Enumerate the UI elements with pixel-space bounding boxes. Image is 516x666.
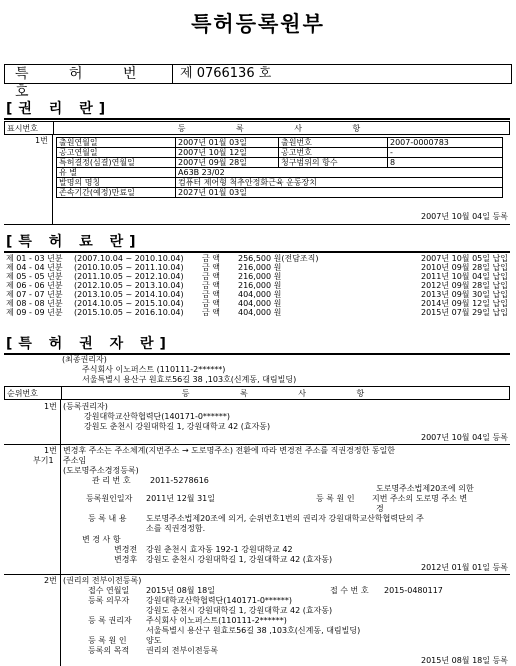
rights-rule — [4, 118, 510, 120]
rights-key: 특허결정(심결)연월일 — [57, 158, 176, 168]
rights-key: 발명의 명칭 — [57, 178, 176, 188]
table-row — [57, 168, 503, 178]
holders-divider — [60, 400, 61, 666]
field-label: 관 리 번 호 — [92, 476, 131, 485]
field-label: 등 록 내 용 — [88, 514, 127, 523]
document-title: 특허등록원부 — [191, 12, 325, 36]
fees-list — [6, 254, 510, 317]
field-value: 2015년 08월 18일 — [146, 586, 215, 595]
entry-desc: 변경후 주소는 주소체계(지번주소 → 도로명주소) 전환에 따라 변경전 주소를 직권경정한 동일한 — [63, 446, 396, 455]
rights-value: 2007년 09월 28일 — [176, 158, 279, 168]
entry-no: 1번 — [44, 446, 57, 455]
table-row — [57, 188, 503, 198]
field-value: 경 — [376, 504, 384, 513]
fees-rule — [4, 251, 510, 253]
field-value: 주식회사 이노퍼스트(110111-2******) — [146, 616, 287, 625]
holders-header — [4, 386, 510, 400]
entry-date: 2012년 01월 01일 등록 — [421, 563, 508, 572]
table-row — [57, 158, 503, 168]
fee-row: 제 07 - 07 년분 (2013.10.05 ~ 2014.10.04) 금 액 404,000 원 2013년 09월 30일 납입 — [6, 290, 508, 299]
table-row — [57, 138, 503, 148]
field-label: 등 록 권리자 — [88, 616, 132, 625]
rights-value: 2027년 01월 03일 — [176, 188, 503, 198]
fees-heading: [특 허 료 란] — [6, 234, 142, 250]
holders-col-items: 등 록 사 항 — [181, 389, 389, 398]
rights-row-no: 1번 — [35, 136, 48, 145]
rights-value: A63B 23/02 — [176, 168, 503, 178]
patent-number-box — [4, 64, 512, 100]
fee-row: 제 05 - 05 년분 (2011.10.05 ~ 2012.10.04) 금 액 216,000 원 2011년 10월 04일 납입 — [6, 272, 508, 281]
field-value: 도로명주소법제20조에 의거, 순위번호1번의 권리자 강원대학교산학협력단의 주 — [146, 514, 424, 523]
rights-value: 2007년 10월 12일 — [176, 148, 279, 158]
field-value: 2011-5278616 — [150, 476, 209, 485]
entry-date: 2015년 08월 18일 등록 — [421, 656, 508, 665]
entry-label: (등록권리자) — [63, 402, 108, 411]
field-value: 양도 — [146, 636, 162, 645]
invention-title: 컴퓨터 제어형 척추안정화근육 운동장치 — [176, 178, 503, 188]
rights-value: 8 — [388, 158, 503, 168]
rights-key: 존속기간(예정)만료일 — [57, 188, 176, 198]
rights-key: 출원번호 — [279, 138, 388, 148]
field-value: 2011년 12월 31일 — [146, 494, 215, 503]
field-label: 등록원인일자 — [86, 494, 133, 503]
holders-col-index: 순위번호 — [7, 389, 38, 398]
table-row — [57, 178, 503, 188]
rights-table — [56, 137, 503, 198]
field-label: 등 록 원 인 — [88, 636, 127, 645]
field-label: 접 수 번 호 — [330, 586, 369, 595]
field-value: 소를 직권경정함. — [146, 524, 206, 533]
field-value: 2015-0480117 — [384, 586, 443, 595]
patent-number-value: 제 0766136 호 — [180, 66, 272, 81]
field-label: 접수 연월일 — [88, 586, 130, 595]
rights-key: 유 별 — [57, 168, 176, 178]
final-holder-label: (최종권리자) — [62, 355, 107, 364]
final-holder-name: 주식회사 이노퍼스트 (110111-2******) — [82, 365, 226, 374]
field-value: 권리의 전부이전등록 — [146, 646, 219, 655]
holders-heading: [특 허 권 자 란] — [6, 336, 172, 352]
fee-row: 제 06 - 06 년분 (2012.10.05 ~ 2013.10.04) 금 액 216,000 원 2012년 09월 28일 납입 — [6, 281, 508, 290]
rights-heading: [권 리 란] — [6, 101, 112, 117]
rights-divider — [52, 135, 53, 225]
fee-row: 제 04 - 04 년분 (2010.10.05 ~ 2011.10.04) 금 액 216,000 원 2010년 09월 28일 납입 — [6, 263, 508, 272]
field-value: 지번 주소의 도로명 주소 변 — [372, 494, 468, 503]
rights-value: 2007-0000783 — [388, 138, 503, 148]
field-label: 변경후 — [114, 555, 138, 564]
rights-key: 출원연월일 — [57, 138, 176, 148]
entry-desc: 주소임 — [63, 456, 87, 465]
field-value: 도로명주소법제20조에 의한 — [376, 484, 474, 493]
field-label: 등록 의무자 — [88, 596, 130, 605]
rights-col-items: 등 록 사 항 — [177, 124, 385, 133]
fee-row: 제 09 - 09 년분 (2015.10.05 ~ 2016.10.04) 금 액 404,000 원 2015년 07월 29일 납입 — [6, 308, 508, 317]
field-label: 변경전 — [114, 545, 138, 554]
field-value: 강원대학교산학협력단(140171-0******) — [146, 596, 293, 605]
table-row — [57, 148, 503, 158]
rights-value: - — [388, 148, 503, 158]
rights-value: 2007년 01월 03일 — [176, 138, 279, 148]
rights-reg-date: 2007년 10월 04일 등록 — [421, 212, 508, 221]
entry-no: 1번 — [44, 402, 57, 411]
rights-key: 청구범위의 항수 — [279, 158, 388, 168]
field-label: 등 록 원 인 — [316, 494, 355, 503]
field-value: 강원 춘천시 효자동 192-1 강원대학교 42 — [146, 545, 293, 554]
fee-row: 제 08 - 08 년분 (2014.10.05 ~ 2015.10.04) 금 액 404,000 원 2014년 09월 12일 납입 — [6, 299, 508, 308]
patent-number-label: 특 허 번 호 — [5, 65, 173, 83]
rights-key: 공고연월일 — [57, 148, 176, 158]
entry-date: 2007년 10월 04일 등록 — [421, 433, 508, 442]
field-label: 등록의 목적 — [88, 646, 130, 655]
fee-row: 제 01 - 03 년분 (2007.10.04 ~ 2010.10.04) 금 액 256,500 원(전담조직) 2007년 10월 05일 납입 — [6, 254, 508, 263]
rights-key: 공고번호 — [279, 148, 388, 158]
entry-label: (권리의 전부이전등록) — [63, 576, 142, 585]
holder-name: 강원대학교산학협력단(140171-0******) — [84, 412, 231, 421]
field-value: 강원도 춘천시 강원대학길 1, 강원대학교 42 (효자동) — [146, 606, 333, 615]
entry-no: 2번 — [44, 576, 57, 585]
field-value: 강원도 춘천시 강원대학길 1, 강원대학교 42 (효자동) — [146, 555, 333, 564]
final-holder-address: 서울특별시 용산구 원효로56길 38 ,103호(신계동, 대림빌딩) — [82, 375, 297, 384]
holder-address: 강원도 춘천시 강원대학길 1, 강원대학교 42 (효자동) — [84, 422, 271, 431]
entry-no-sub: 부기1 — [33, 456, 54, 465]
rights-header — [4, 121, 510, 135]
rights-col-index: 표시번호 — [7, 124, 38, 133]
entry-label: (도로명주소경정등록) — [63, 466, 139, 475]
field-label: 변 경 사 항 — [82, 535, 121, 544]
field-value: 서울특별시 용산구 원효로56길 38 ,103호(신계동, 대림빌딩) — [146, 626, 361, 635]
